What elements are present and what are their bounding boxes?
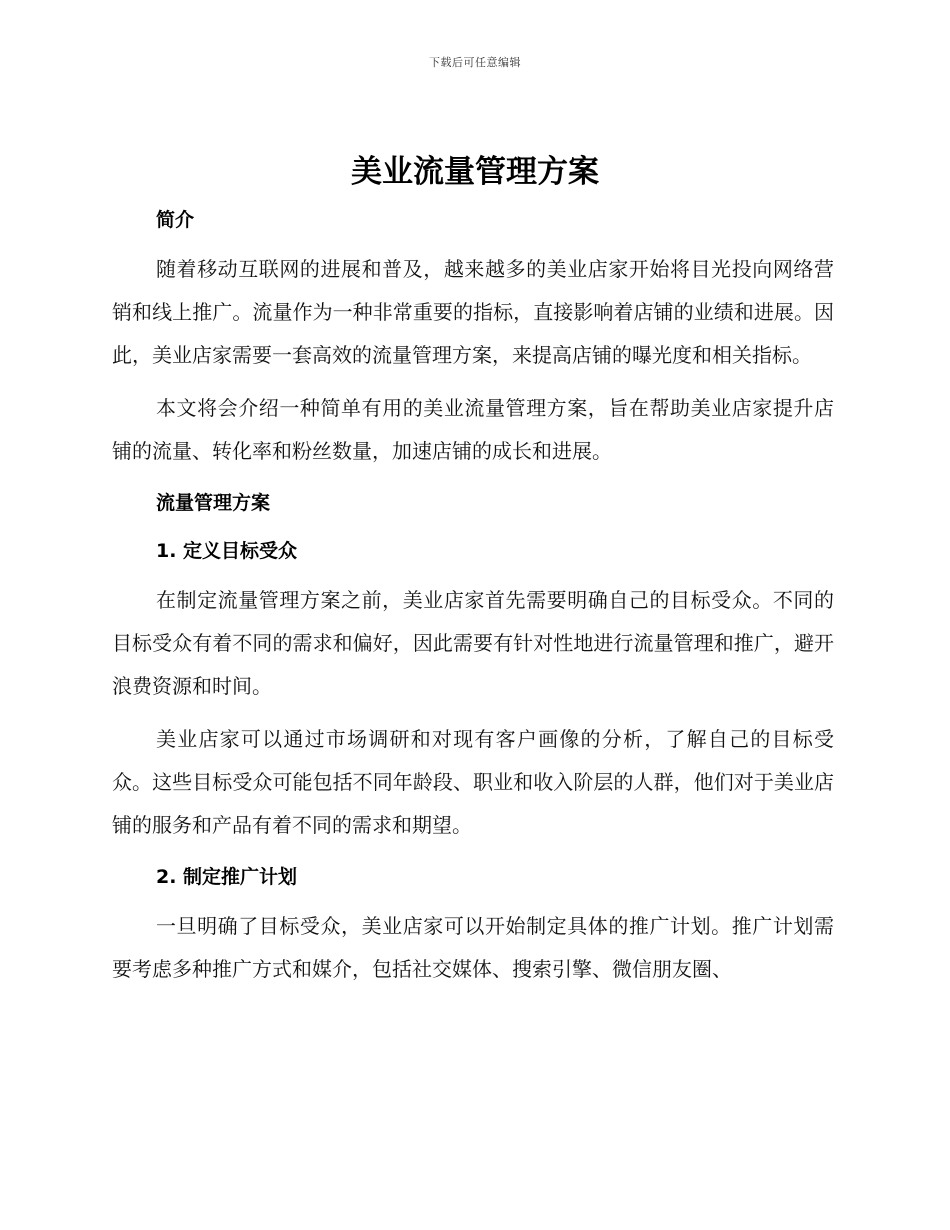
subsection-heading-step1: 1. 定义目标受众 [156,540,298,562]
step1-paragraph-2: 美业店家可以通过市场调研和对现有客户画像的分析，了解自己的目标受众。这些目标受众可能包括不同年龄段、职业和收入阶层的人群，他们对于美业店铺的服务和产品有着不同的需求和期望。 [112,727,834,837]
step1-paragraph-1: 在制定流量管理方案之前，美业店家首先需要明确自己的目标受众。不同的目标受众有着不同的需求和偏好，因此需要有针对性地进行流量管理和推广，避开浪费资源和时间。 [112,588,834,698]
page-header: 下载后可任意编辑 [429,56,521,69]
intro-paragraph-1: 随着移动互联网的进展和普及，越来越多的美业店家开始将目光投向网络营销和线上推广。流量作为一种非常重要的指标，直接影响着店铺的业绩和进展。因此，美业店家需要一套高效的流量管理方案，来提高店铺的曝光度和相关指标。 [112,257,834,367]
section-heading-intro: 简介 [156,209,195,231]
document-body [112,200,834,1001]
section-heading-plan: 流量管理方案 [156,492,271,514]
document-title: 美业流量管理方案 [351,154,599,190]
subsection-heading-step2: 2. 制定推广计划 [156,866,298,888]
step2-paragraph-1: 一旦明确了目标受众，美业店家可以开始制定具体的推广计划。推广计划需要考虑多种推广方式和媒介，包括社交媒体、搜索引擎、微信朋友圈、 [112,914,834,981]
intro-paragraph-2: 本文将会介绍一种简单有用的美业流量管理方案，旨在帮助美业店家提升店铺的流量、转化率和粉丝数量，加速店铺的成长和进展。 [112,396,834,463]
